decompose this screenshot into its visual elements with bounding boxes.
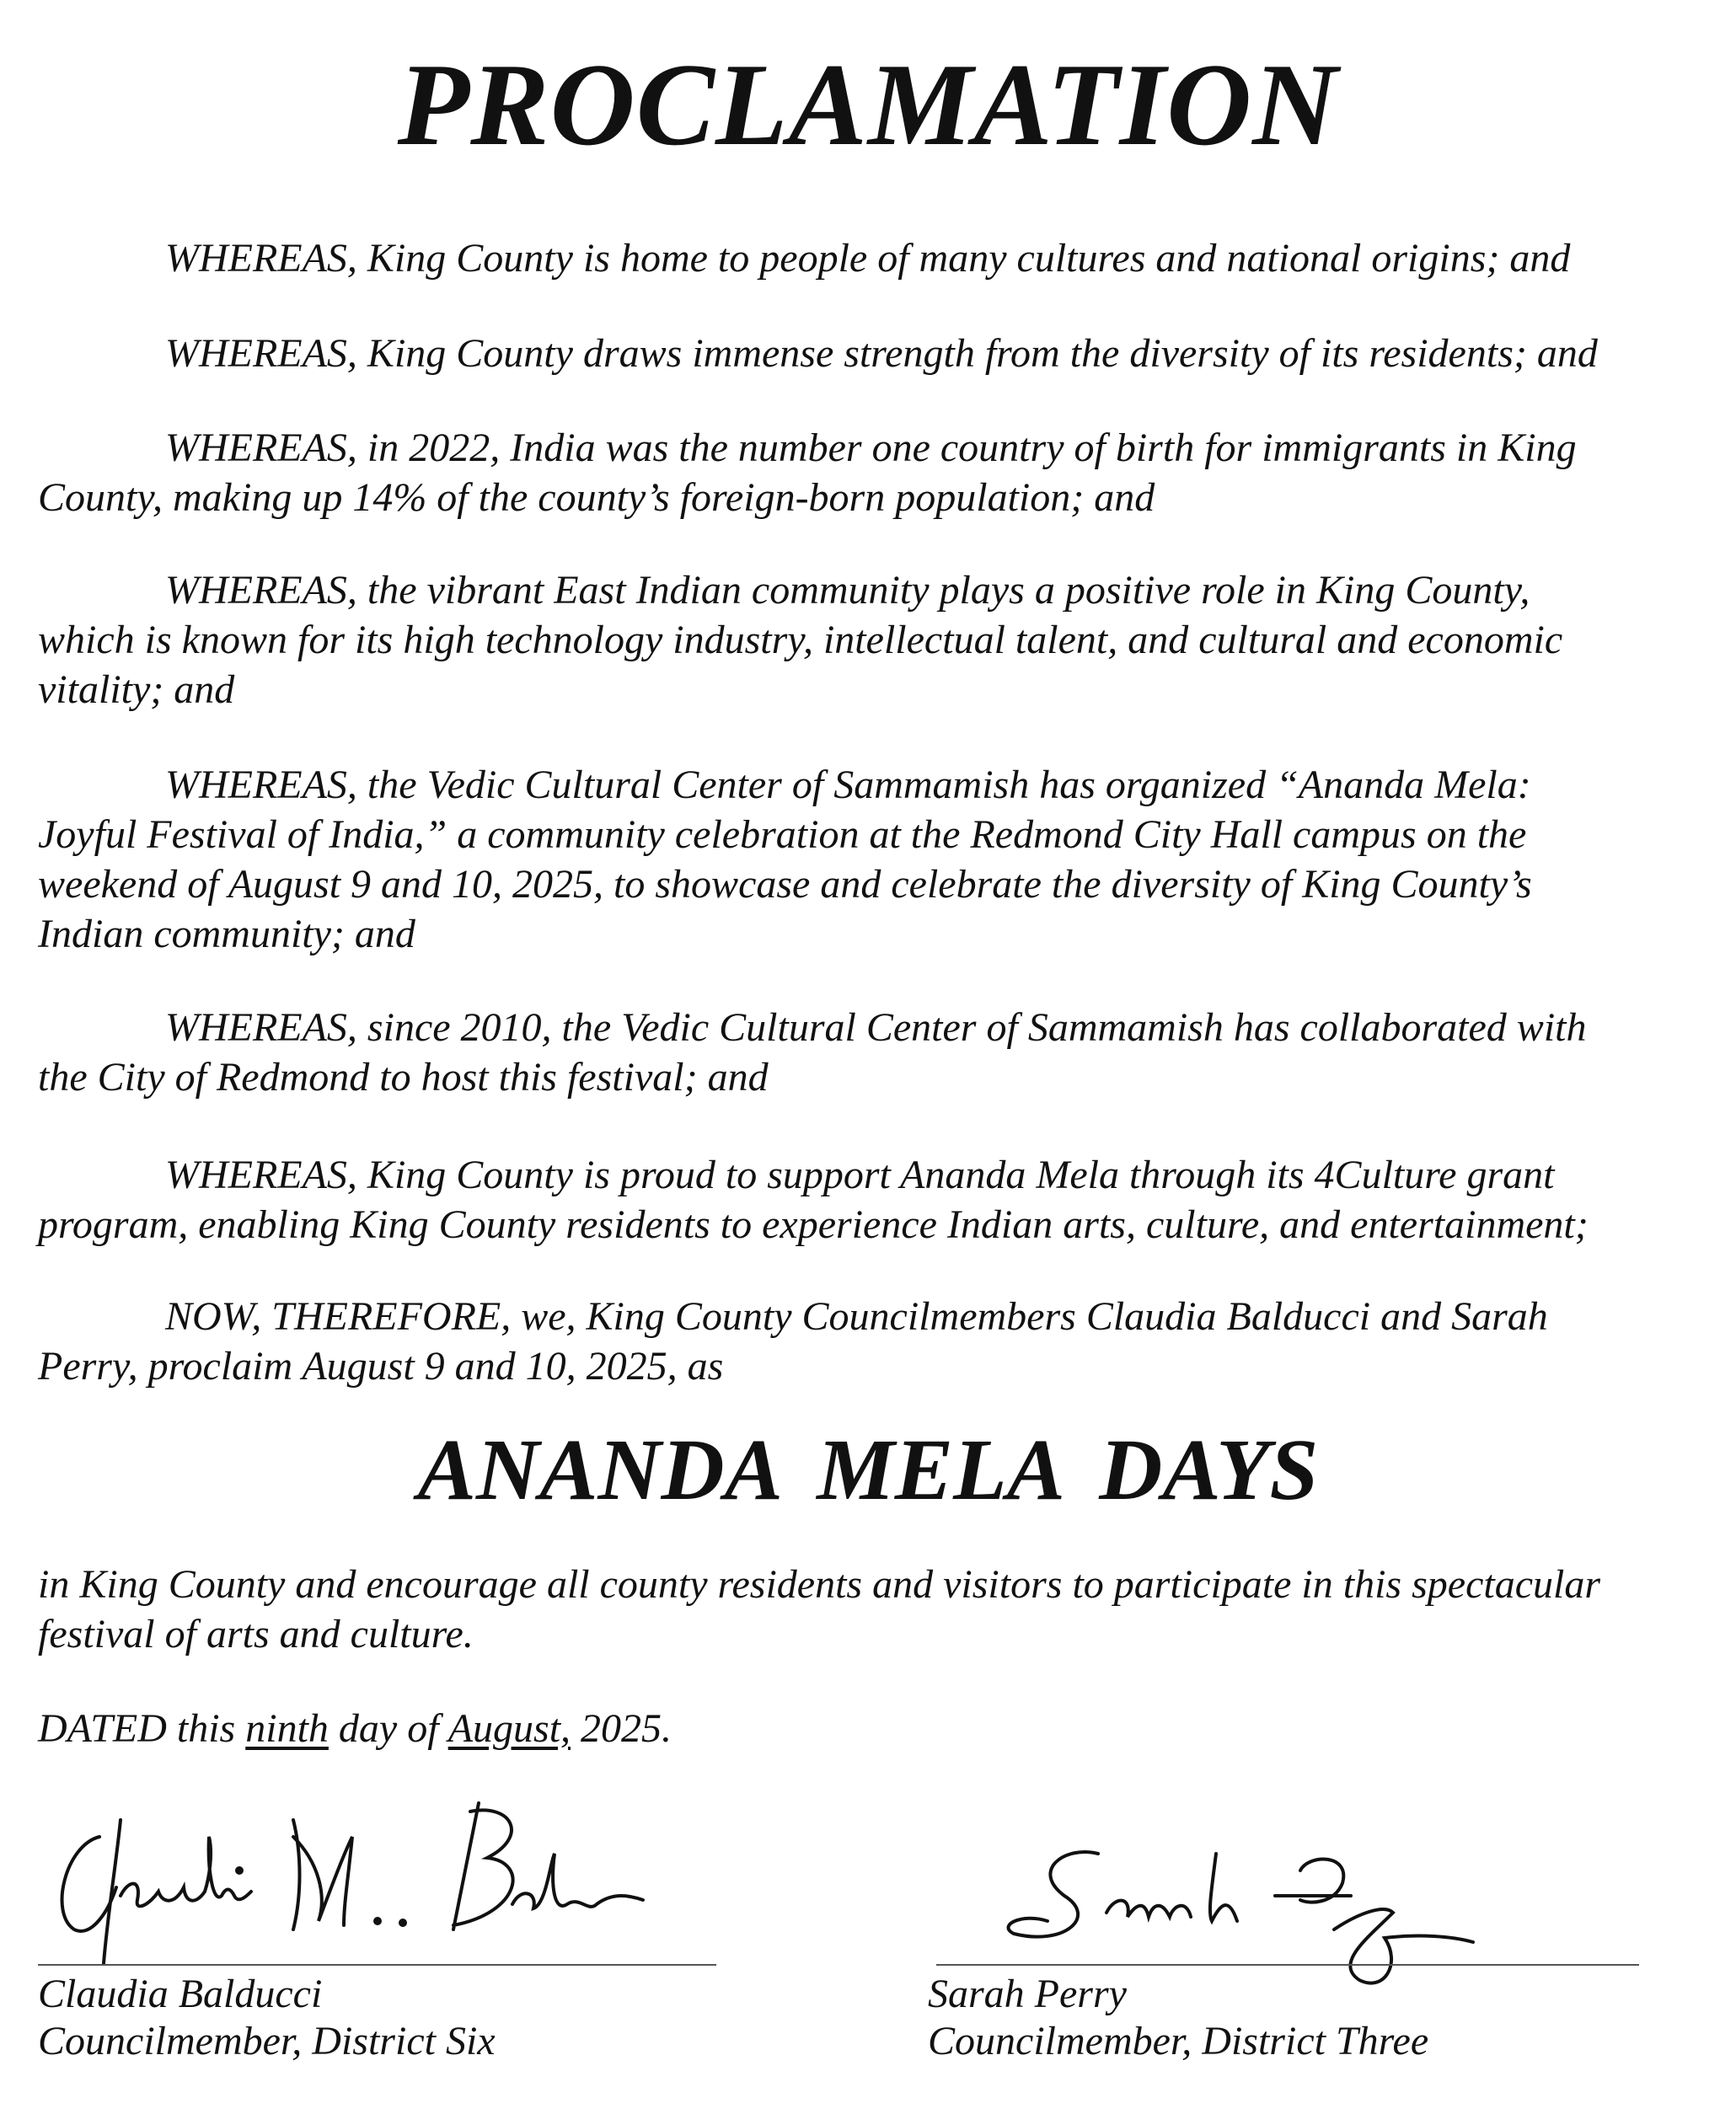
whereas-paragraph-1 <box>38 233 1707 283</box>
text-line: weekend of August 9 and 10, 2025, to showcase and celebrate the diversity of King County’s <box>38 862 1532 907</box>
dated-year: 2025. <box>571 1706 672 1751</box>
text-line: NOW, THEREFORE, we, King County Councilmembers Claudia Balducci and Sarah <box>165 1294 1548 1339</box>
text-line: Joyful Festival of India,” a community celebration at the Redmond City Hall campus on the <box>38 812 1527 857</box>
whereas-paragraph-7 <box>38 1150 1707 1250</box>
whereas-paragraph-2 <box>38 329 1707 378</box>
whereas-paragraph-4 <box>38 565 1707 714</box>
dated-prefix: DATED this <box>38 1706 246 1751</box>
dated-middle: day of <box>328 1706 448 1751</box>
whereas-paragraph-5 <box>38 760 1707 959</box>
text-line: WHEREAS, in 2022, India was the number one country of birth for immigrants in King <box>165 425 1577 470</box>
text-line: program, enabling King County residents to experience Indian arts, culture, and entertainment; <box>38 1202 1589 1247</box>
text-line: WHEREAS, since 2010, the Vedic Cultural Center of Sammamish has collaborated with <box>165 1005 1587 1050</box>
text-line: WHEREAS, King County draws immense strength from the diversity of its residents; and <box>165 331 1598 376</box>
dated-month: August, <box>447 1706 571 1751</box>
proclaimed-title: ANANDA MELA DAYS <box>417 1421 1319 1518</box>
text-line: WHEREAS, the vibrant East Indian community plays a positive role in King County, <box>165 568 1530 613</box>
text-line: County, making up 14% of the county’s foreign-born population; and <box>38 475 1155 520</box>
signature-line-right <box>936 1964 1639 1966</box>
dated-day: ninth <box>245 1706 329 1751</box>
signatory-name-1: Claudia Balducci <box>38 1972 323 2016</box>
text-line: which is known for its high technology industry, intellectual talent, and cultural and economic <box>38 618 1563 662</box>
signatory-title-2: Councilmember, District Three <box>928 2019 1429 2063</box>
signature-claudia-balducci <box>40 1786 647 1963</box>
text-line: festival of arts and culture. <box>38 1612 474 1656</box>
whereas-paragraph-6 <box>38 1003 1707 1102</box>
text-line: Perry, proclaim August 9 and 10, 2025, as <box>38 1344 724 1389</box>
text-line: WHEREAS, King County is home to people of many cultures and national origins; and <box>165 236 1571 281</box>
therefore-paragraph <box>38 1292 1707 1391</box>
text-line: in King County and encourage all county residents and visitors to participate in this spectacular <box>38 1562 1601 1607</box>
text-line: the City of Redmond to host this festival; and <box>38 1055 769 1100</box>
page-title: PROCLAMATION <box>397 40 1339 170</box>
text-line: vitality; and <box>38 667 235 712</box>
whereas-paragraph-3 <box>38 423 1707 522</box>
text-line: Indian community; and <box>38 912 415 956</box>
dated-line <box>38 1704 1707 1753</box>
text-line: WHEREAS, King County is proud to support Ananda Mela through its 4Culture grant <box>165 1153 1555 1197</box>
closing-paragraph <box>38 1560 1707 1659</box>
signatory-title-1: Councilmember, District Six <box>38 2019 496 2063</box>
text-line: WHEREAS, the Vedic Cultural Center of Sammamish has organized “Ananda Mela: <box>165 763 1531 807</box>
signatory-name-2: Sarah Perry <box>928 1972 1127 2016</box>
signature-line-left <box>38 1964 716 1966</box>
